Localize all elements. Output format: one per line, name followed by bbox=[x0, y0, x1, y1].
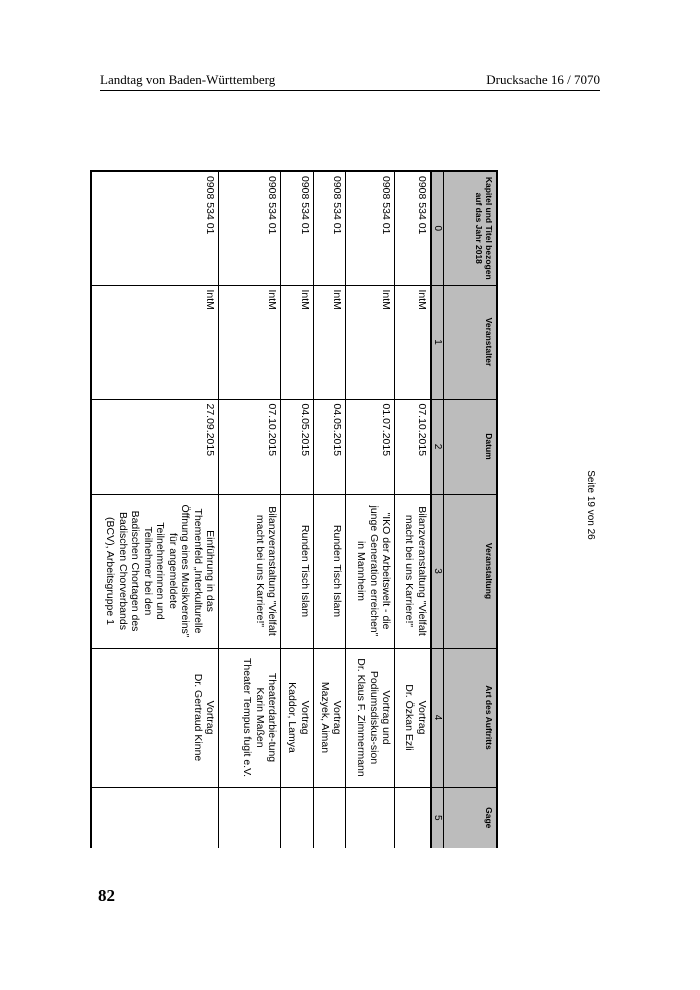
cell-art-line: Vortrag bbox=[204, 700, 217, 735]
cell-veranstaltung-line: Teilnehmerinnen und bbox=[154, 522, 167, 620]
cell-veranstaltung-line: Bilanzveranstaltung "Vielfalt bbox=[416, 506, 428, 636]
col-header-veranstaltung: Veranstaltung bbox=[444, 494, 498, 648]
cell-art-line: Podiumsdiskus-sion bbox=[367, 670, 380, 765]
table-row bbox=[395, 171, 431, 848]
cell-art-line: Vortrag bbox=[298, 700, 311, 735]
cell-kapitel: 0908 534 01 bbox=[346, 171, 395, 285]
col-number: 4 bbox=[431, 648, 444, 787]
table-header-row bbox=[444, 171, 498, 848]
cell-veranstalter: IntM bbox=[281, 285, 314, 399]
cell-veranstaltung-line: Runden Tisch Islam bbox=[298, 524, 311, 618]
cell-datum: 07.10.2015 bbox=[219, 399, 281, 494]
cell-art-line: Karin Maßen bbox=[253, 687, 266, 748]
cell-kapitel: 0908 534 01 bbox=[395, 171, 431, 285]
col-number: 1 bbox=[431, 285, 444, 399]
cell-datum: 01.07.2015 bbox=[346, 399, 395, 494]
cell-veranstalter: IntM bbox=[313, 285, 346, 399]
col-header-art: Art des Auftritts bbox=[444, 648, 498, 787]
cell-art-line: Dr. Gertraud Kinne bbox=[192, 673, 204, 762]
cell-veranstaltung-line: macht bei uns Karriere!" bbox=[253, 514, 266, 628]
table-wrapper bbox=[90, 170, 498, 848]
cell-art-line: Dr. Klaus F. Zimmermann bbox=[355, 658, 368, 777]
cell-veranstaltung-line: "IKO der Arbeitswelt - die bbox=[380, 512, 393, 630]
table-row bbox=[346, 171, 395, 848]
table-row bbox=[313, 171, 346, 848]
cell-gage bbox=[346, 787, 395, 848]
cell-kapitel: 0908 534 01 bbox=[91, 171, 219, 285]
cell-kapitel: 0908 534 01 bbox=[313, 171, 346, 285]
cell-datum: 04.05.2015 bbox=[313, 399, 346, 494]
cell-veranstaltung bbox=[281, 494, 314, 648]
cell-art-line: Vortrag bbox=[331, 700, 344, 735]
col-header-kapitel: Kapitel und Titel bezogen auf das Jahr 2018 bbox=[444, 171, 498, 285]
column-number-row bbox=[431, 171, 444, 848]
cell-gage bbox=[313, 787, 346, 848]
cell-art bbox=[346, 648, 395, 787]
col-header-gage: Gage bbox=[444, 787, 498, 848]
cell-art-line: Vortrag und bbox=[380, 690, 393, 745]
col-number: 5 bbox=[431, 787, 444, 848]
cell-art-line: Theaterdarbie-tung bbox=[266, 672, 279, 763]
cell-veranstalter: IntM bbox=[346, 285, 395, 399]
running-header bbox=[100, 72, 600, 91]
page-of-label: Seite 19 von 26 bbox=[585, 470, 596, 540]
cell-gage bbox=[395, 787, 431, 848]
cell-veranstaltung bbox=[313, 494, 346, 648]
cell-veranstaltung-line: Themenfeld „Interkulturelle bbox=[192, 508, 204, 634]
cell-veranstaltung bbox=[395, 494, 431, 648]
cell-art-line: Kaddor, Lamya bbox=[286, 682, 299, 753]
cell-veranstaltung-line: Bilanzveranstaltung "Vielfalt bbox=[266, 506, 279, 636]
cell-art bbox=[313, 648, 346, 787]
cell-datum: 27.09.2015 bbox=[91, 399, 219, 494]
cell-art-line: Dr. Özkan Ezli bbox=[403, 684, 416, 751]
col-number: 0 bbox=[431, 171, 444, 285]
cell-art-line: Theater Tempus fugit e.V. bbox=[241, 657, 254, 778]
page-number: 82 bbox=[98, 886, 115, 905]
header-document-number: Drucksache 16 / 7070 bbox=[486, 72, 600, 87]
cell-veranstaltung-line: Teilnehmer bei den bbox=[142, 526, 154, 616]
cell-veranstaltung-line: Einführung in das bbox=[204, 530, 217, 612]
col-number: 2 bbox=[431, 399, 444, 494]
col-header-datum: Datum bbox=[444, 399, 498, 494]
cell-art bbox=[395, 648, 431, 787]
cell-gage bbox=[91, 787, 219, 848]
cell-kapitel: 0908 534 01 bbox=[281, 171, 314, 285]
cell-art bbox=[281, 648, 314, 787]
table-row bbox=[91, 171, 219, 848]
cell-gage bbox=[281, 787, 314, 848]
col-number: 3 bbox=[431, 494, 444, 648]
cell-art-line: Vortrag bbox=[416, 700, 428, 735]
cell-veranstaltung-line: Badischen Chorverbands bbox=[117, 512, 129, 630]
cell-veranstalter: IntM bbox=[219, 285, 281, 399]
cell-veranstalter: IntM bbox=[91, 285, 219, 399]
cell-gage bbox=[219, 787, 281, 848]
cell-art bbox=[219, 648, 281, 787]
cell-veranstaltung-line: Öffnung eines Musikvereins" bbox=[179, 504, 192, 638]
cell-veranstaltung-line: junge Generation erreichen" bbox=[367, 505, 380, 637]
table-row bbox=[281, 171, 314, 848]
cell-veranstaltung-line: Badischen Chortagen des bbox=[129, 510, 142, 632]
cell-veranstaltung bbox=[91, 494, 219, 648]
cell-veranstaltung-line: in Mannheim bbox=[355, 540, 368, 602]
performance-table bbox=[90, 170, 498, 848]
cell-veranstaltung bbox=[346, 494, 395, 648]
cell-veranstaltung-line: Runden Tisch Islam bbox=[331, 524, 344, 618]
col-header-veranstalter: Veranstalter bbox=[444, 285, 498, 399]
cell-veranstaltung-line: macht bei uns Karriere!" bbox=[403, 514, 416, 628]
cell-art bbox=[91, 648, 219, 787]
cell-veranstaltung-line: (BCV), Arbeitsgruppe 1 bbox=[104, 517, 117, 625]
cell-datum: 07.10.2015 bbox=[395, 399, 431, 494]
table-body bbox=[91, 171, 431, 848]
cell-veranstaltung-line: für angemeldete bbox=[167, 533, 179, 609]
cell-kapitel: 0908 534 01 bbox=[219, 171, 281, 285]
cell-datum: 04.05.2015 bbox=[281, 399, 314, 494]
table-row bbox=[219, 171, 281, 848]
cell-art-line: Mazyek, Aiman bbox=[318, 681, 331, 754]
header-parliament: Landtag von Baden-Württemberg bbox=[100, 72, 276, 87]
cell-veranstaltung bbox=[219, 494, 281, 648]
cell-veranstalter: IntM bbox=[395, 285, 431, 399]
